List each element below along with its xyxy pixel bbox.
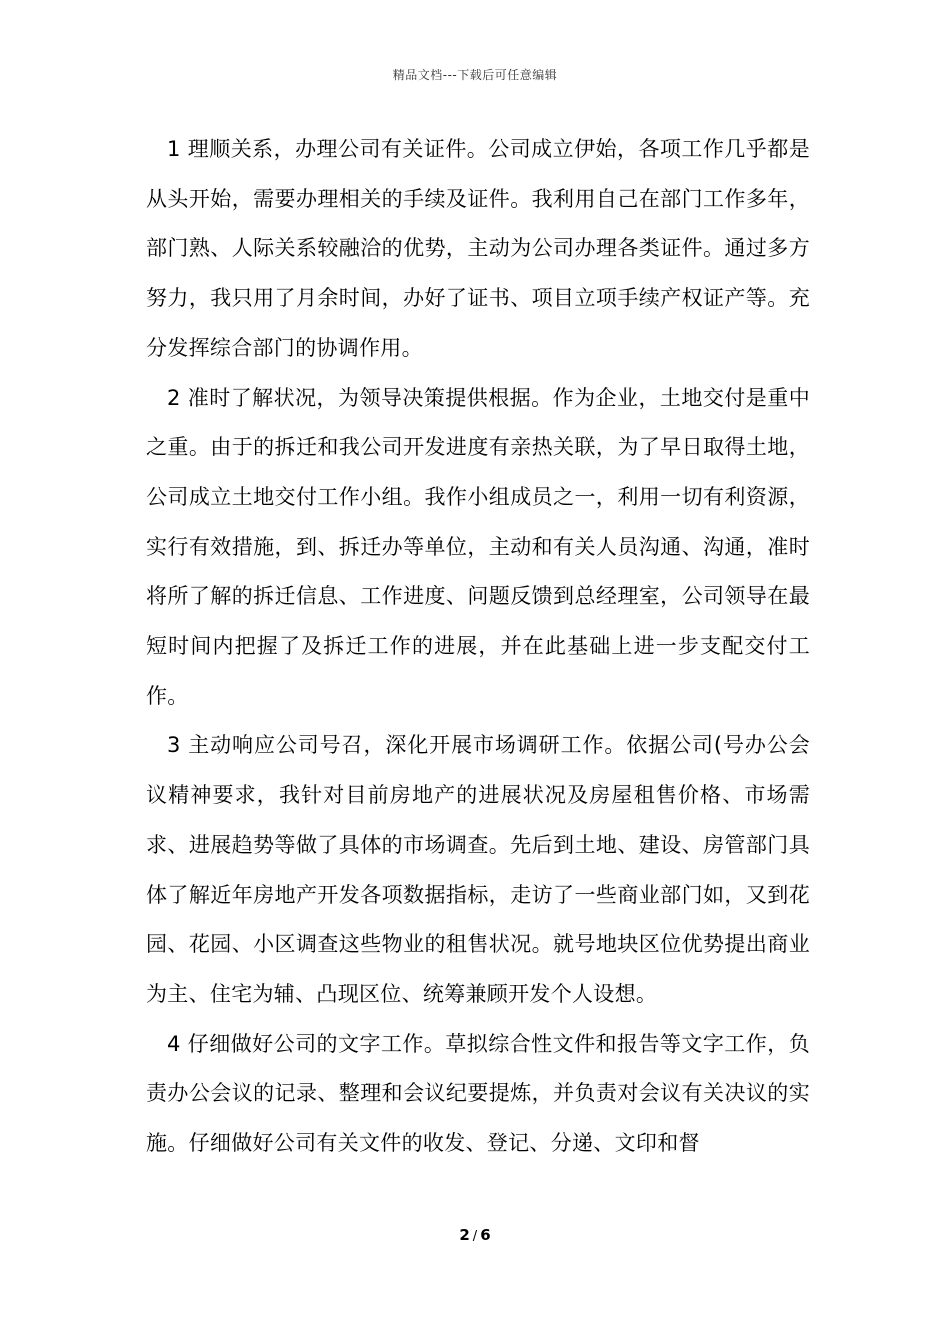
page-number-separator: / (472, 1229, 478, 1244)
total-page-count: 6 (480, 1226, 491, 1244)
paragraph-1: 1 理顺关系，办理公司有关证件。公司成立伊始，各项工作几乎都是从头开始，需要办理相关的手续及证件。我利用自己在部门工作多年，部门熟、人际关系较融洽的优势，主动为公司办理各类证件。通过多方努力，我只用了月余时间，办好了证书、项目立项手续产权证产等。充分发挥综合部门的协调作用。 (146, 137, 810, 360)
paragraph-2: 2 准时了解状况，为领导决策提供根据。作为企业，土地交付是重中之重。由于的拆迁和我公司开发进度有亲热关联，为了早日取得土地，公司成立土地交付工作小组。我作小组成员之一，利用一切有利资源，实行有效措施，到、拆迁办等单位，主动和有关人员沟通、沟通，准时将所了解的拆迁信息、工作进度、问题反馈到总经理室，公司领导在最短时间内把握了及拆迁工作的进展，并在此基础上进一步支配交付工作。 (146, 385, 810, 708)
paragraph-4: 4 仔细做好公司的文字工作。草拟综合性文件和报告等文字工作，负责办公会议的记录、整理和会议纪要提炼，并负责对会议有关决议的实施。仔细做好公司有关文件的收发、登记、分递、文印和督 (146, 1031, 810, 1156)
page-header: 精品文档---下载后可任意编辑 (392, 68, 558, 82)
paragraph-3: 3 主动响应公司号召，深化开展市场调研工作。依据公司(号办公会议精神要求，我针对目前房地产的进展状况及房屋租售价格、市场需求、进展趋势等做了具体的市场调查。先后到土地、建设、房管部门具体了解近年房地产开发各项数据指标，走访了一些商业部门如，又到花园、花园、小区调查这些物业的租售状况。就号地块区位优势提出商业为主、住宅为辅、凸现区位、统筹兼顾开发个人设想。 (146, 733, 810, 1006)
current-page-number: 2 (459, 1226, 470, 1244)
page-number (0, 1226, 950, 1244)
document-body (146, 125, 810, 1169)
